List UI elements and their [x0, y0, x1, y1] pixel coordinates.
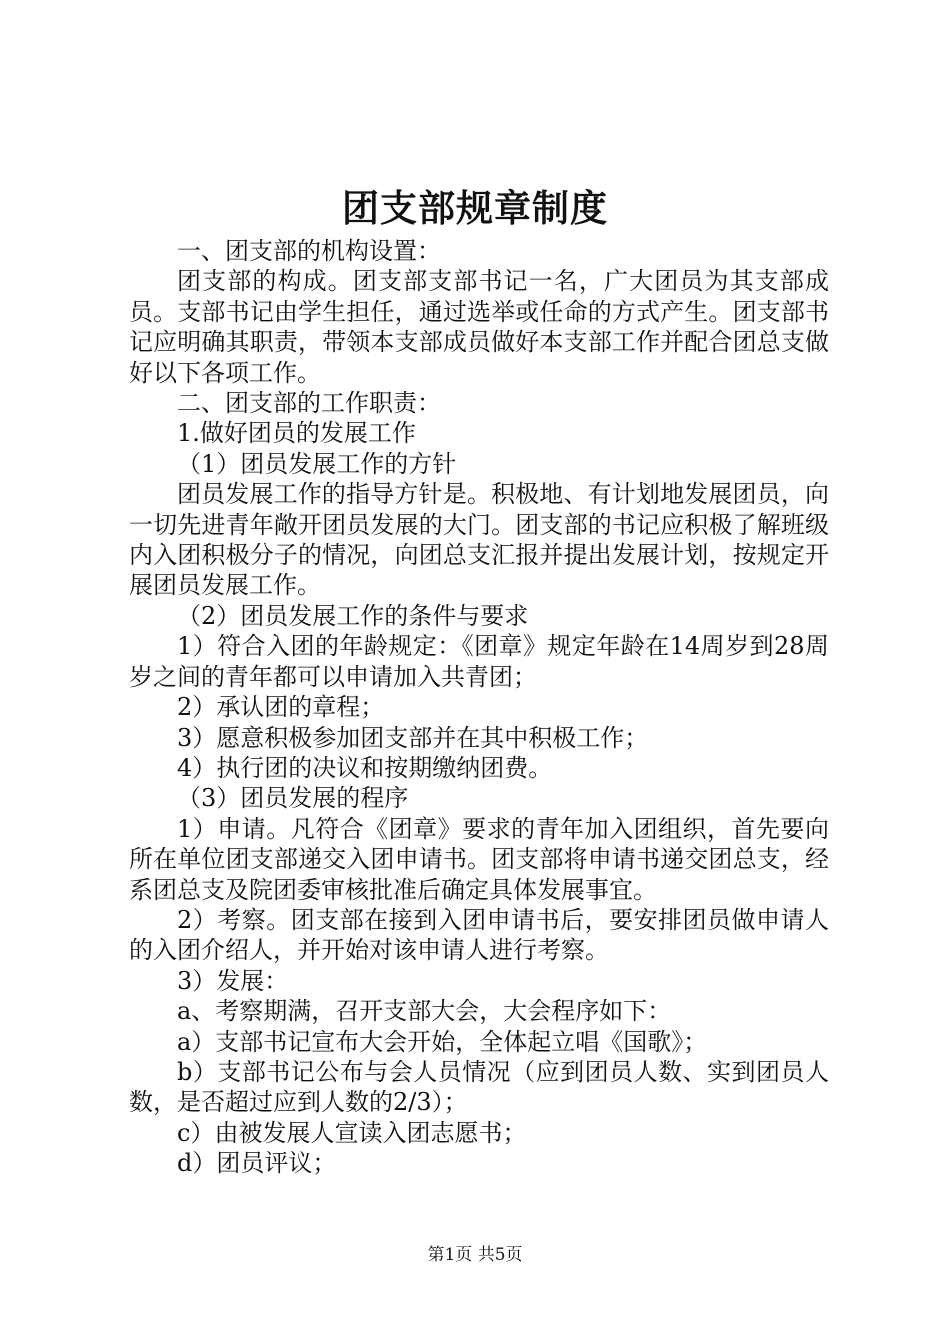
paragraph-guideline: 团员发展工作的指导方针是。积极地、有计划地发展团员，向一切先进青年敞开团员发展的大门。团支部的书记应积极了解班级内入团积极分子的情况，向团总支汇报并提出发展计划，按规定开展团员发展工作。: [129, 480, 829, 600]
list-item-condition-4: 4）执行团的决议和按期缴纳团费。: [177, 753, 553, 782]
subheading-conditions: （2）团员发展工作的条件与要求: [177, 601, 529, 630]
subheading-guideline: （1）团员发展工作的方针: [177, 449, 457, 478]
list-item-meeting-c: c）由被发展人宣读入团志愿书；: [177, 1118, 527, 1147]
list-item-meeting-b: b）支部书记公布与会人员情况（应到团员人数、实到团员人数，是否超过应到人数的2/3）；: [129, 1057, 829, 1117]
subheading-procedure: （3）团员发展的程序: [177, 784, 409, 813]
list-item-condition-2: 2）承认团的章程；: [177, 693, 385, 722]
list-item-procedure-inspection: 2）考察。团支部在接到入团申请书后，要安排团员做申请人的入团介绍人，并开始对该申请人进行考察。: [129, 905, 829, 965]
list-item-condition-3: 3）愿意积极参加团支部并在其中积极工作；: [177, 723, 649, 752]
paragraph-composition: 团支部的构成。团支部支部书记一名，广大团员为其支部成员。支部书记由学生担任，通过选举或任命的方式产生。团支部书记应明确其职责，带领本支部成员做好本支部工作并配合团总支做好以下各项工作。: [129, 267, 829, 387]
page-number-footer: 第1页 共5页: [427, 1245, 523, 1265]
list-item-meeting-a: a）支部书记宣布大会开始，全体起立唱《国歌》；: [177, 1027, 708, 1056]
section-heading-2: 二、团支部的工作职责：: [177, 389, 441, 418]
subheading-development-work: 1.做好团员的发展工作: [177, 419, 416, 448]
list-item-condition-1: 1）符合入团的年龄规定：《团章》规定年龄在14周岁到28周岁之间的青年都可以申请加入共青团；: [129, 632, 829, 691]
list-item-meeting-intro: a、考察期满，召开支部大会，大会程序如下：: [177, 997, 672, 1026]
document-title: 团支部规章制度: [342, 186, 608, 230]
list-item-meeting-d: d）团员评议；: [177, 1149, 337, 1178]
list-item-procedure-application: 1）申请。凡符合《团章》要求的青年加入团组织，首先要向所在单位团支部递交入团申请书。团支部将申请书递交团总支，经系团总支及院团委审核批准后确定具体发展事宜。: [129, 814, 829, 904]
document-body: [129, 236, 829, 1179]
section-heading-1: 一、团支部的机构设置：: [177, 237, 441, 265]
list-item-procedure-development: 3）发展：: [177, 966, 289, 995]
